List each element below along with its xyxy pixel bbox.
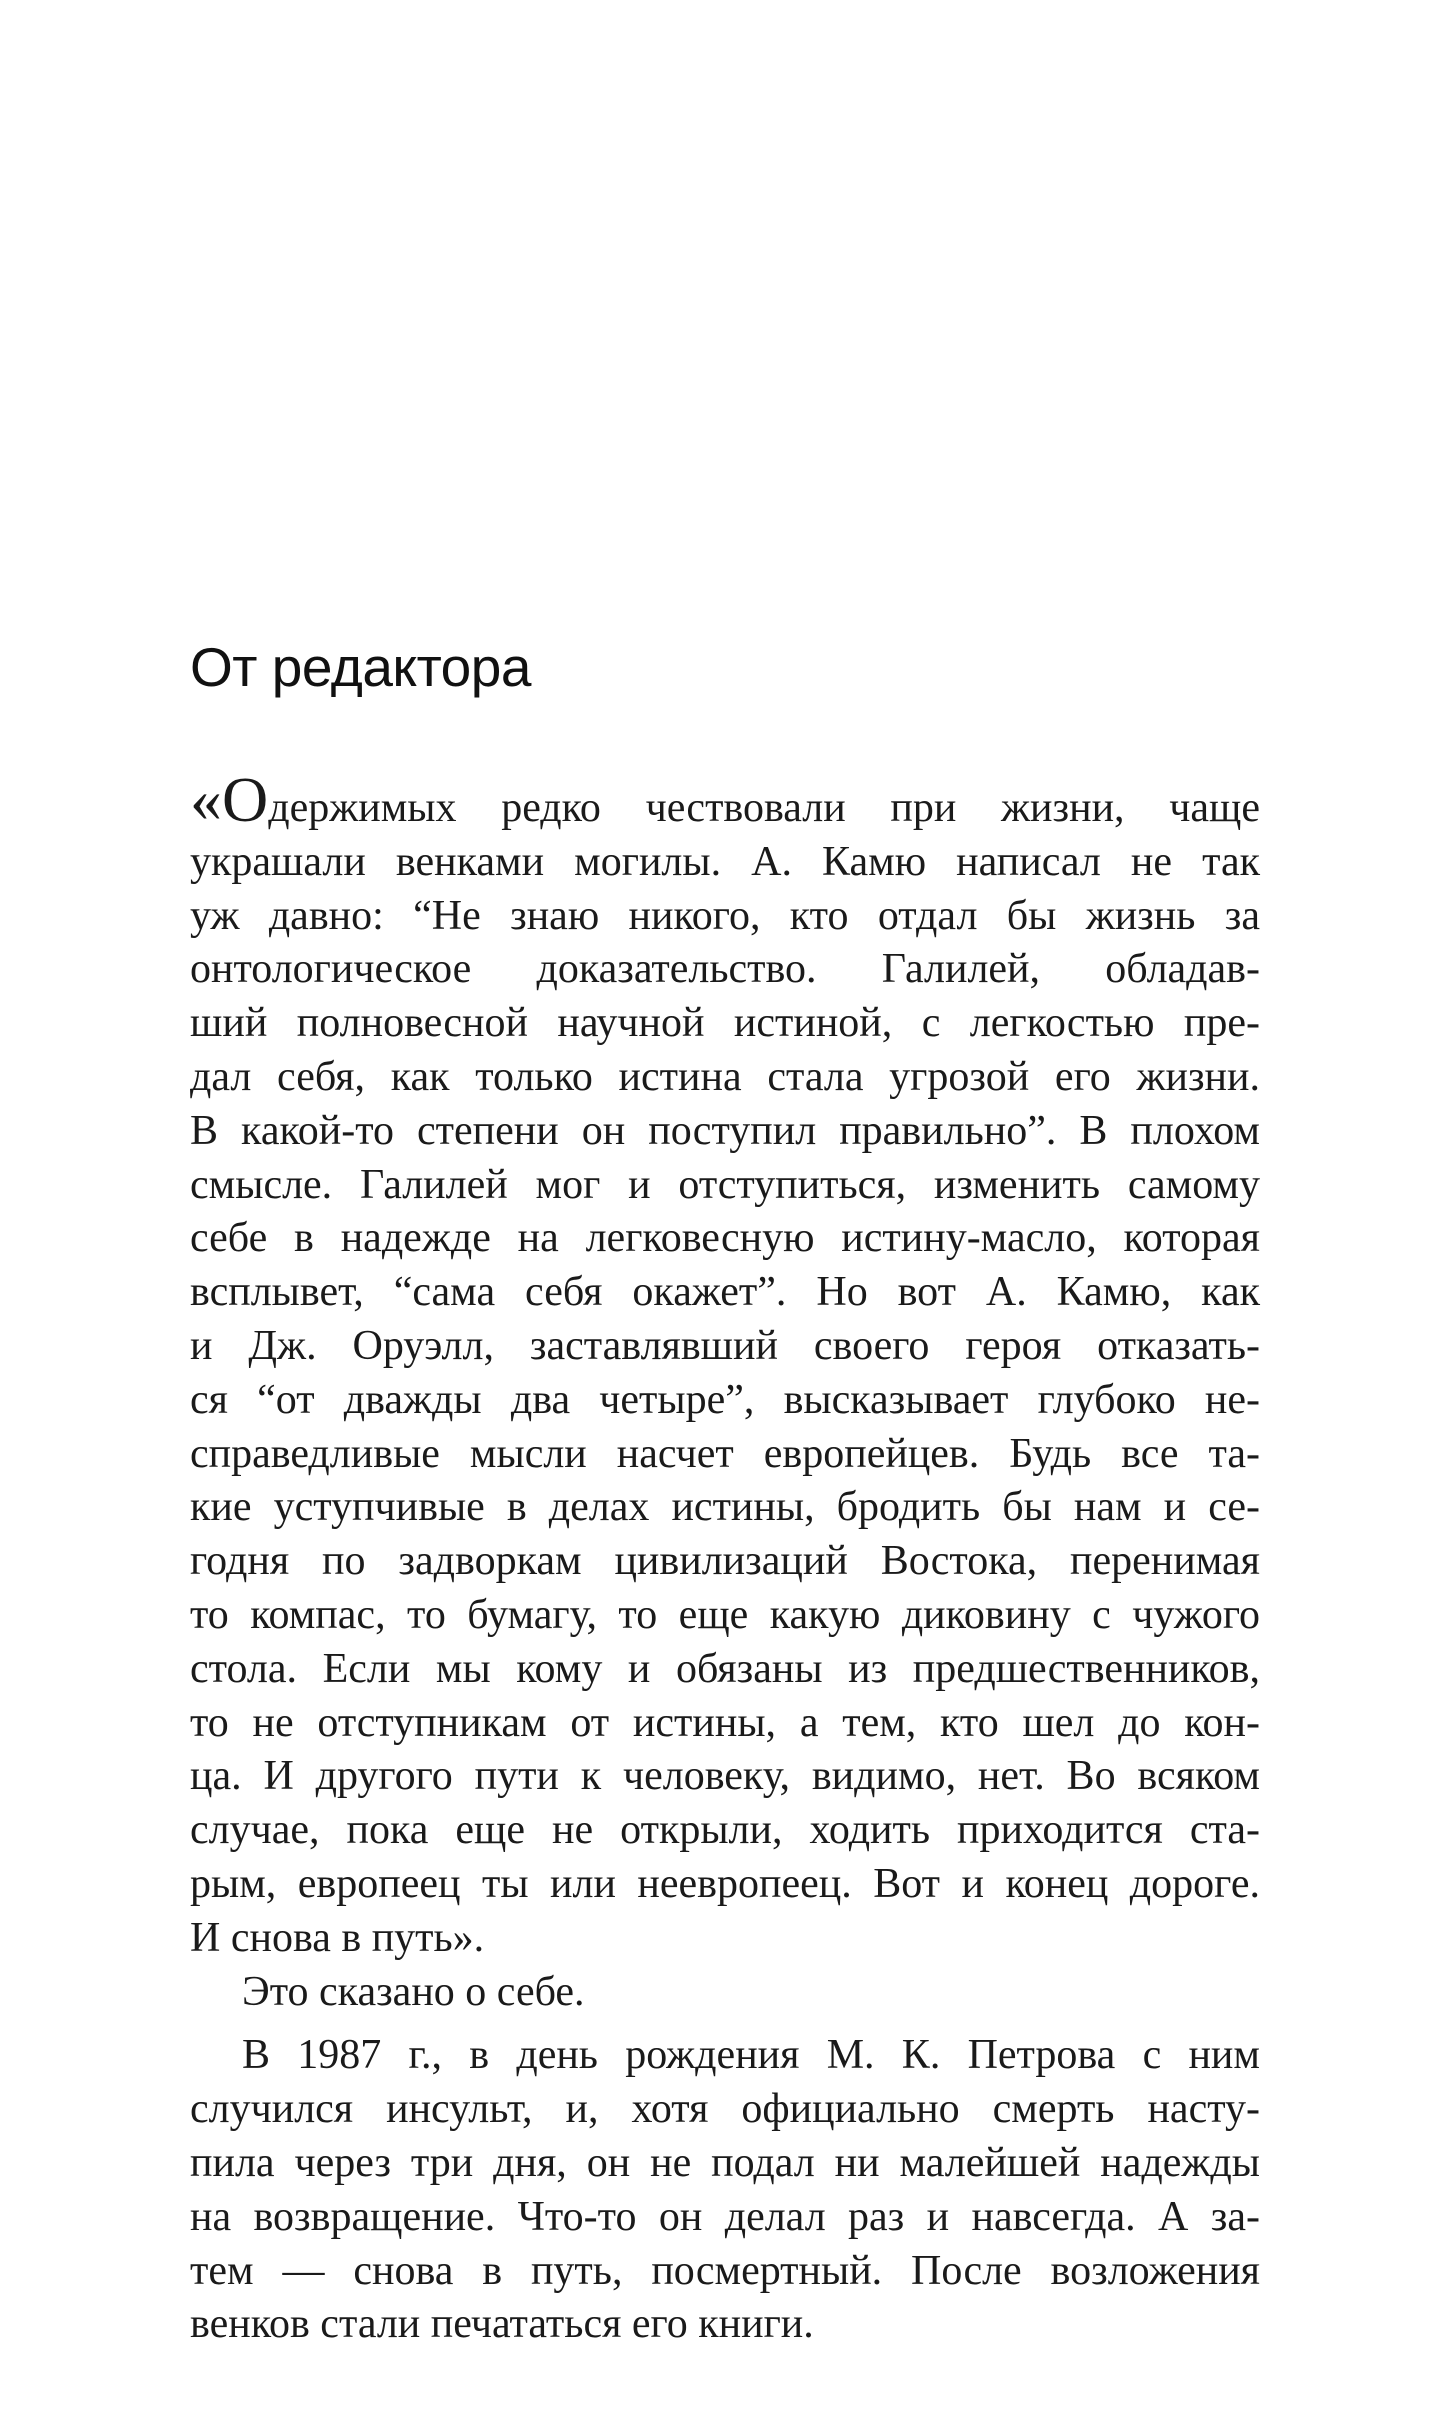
section-heading: От редактора — [190, 636, 531, 698]
paragraph-biography — [190, 2029, 1260, 2352]
text-line: ший полновесной научной истиной, с легкостью пре- — [190, 1000, 1260, 1047]
body-text — [190, 764, 1260, 2352]
text-line: И снова в путь». — [190, 1914, 485, 1961]
text-line: то компас, то бумагу, то еще какую диковину с чужого — [190, 1591, 1260, 1638]
text-line: на возвращение. Что-то он делал раз и навсегда. А за- — [190, 2193, 1260, 2240]
text-line: рым, европеец ты или неевропеец. Вот и конец дороге. — [190, 1860, 1260, 1907]
paragraph-short — [190, 1966, 1260, 2020]
page — [190, 0, 1260, 2412]
text-line: венков стали печататься его книги. — [190, 2301, 814, 2348]
text-line: уж давно: “Не знаю никого, кто отдал бы жизнь за — [190, 892, 1260, 939]
text-line: годня по задворкам цивилизаций Востока, перенимая — [190, 1538, 1260, 1585]
text-line: всплывет, “сама себя окажет”. Но вот А. Камю, как — [190, 1269, 1260, 1316]
text-line: стола. Если мы кому и обязаны из предшественников, — [190, 1645, 1260, 1692]
text-line: случае, пока еще не открыли, ходить приходится ста- — [190, 1807, 1260, 1854]
text-line: пила через три дня, он не подал ни малейшей надежды — [190, 2139, 1260, 2186]
text-line: В 1987 г., в день рождения М. К. Петрова с ним — [242, 2032, 1260, 2079]
text-line: ся “от дважды два четыре”, высказывает глубоко не- — [190, 1376, 1260, 1423]
text-line: ца. И другого пути к человеку, видимо, нет. Во всяком — [190, 1753, 1260, 1800]
text-line: справедливые мысли насчет европейцев. Будь все та- — [190, 1430, 1260, 1477]
text-line: смысле. Галилей мог и отступиться, изменить самому — [190, 1161, 1260, 1208]
paragraph-quote — [190, 764, 1260, 1966]
text-line: «Одержимых редко чествовали при жизни, чаще — [190, 764, 1260, 835]
text-line: себе в надежде на легковесную истину-масло, которая — [190, 1215, 1260, 1262]
text-line: и Дж. Оруэлл, заставлявший своего героя отказать- — [190, 1322, 1260, 1369]
text-line: Это сказано о себе. — [242, 1968, 585, 2015]
text-line: кие уступчивые в делах истины, бродить бы нам и се- — [190, 1484, 1260, 1531]
text-line: случился инсульт, и, хотя официально смерть насту- — [190, 2086, 1260, 2133]
text-line: тем — снова в путь, посмертный. После возложения — [190, 2247, 1260, 2294]
text-line: дал себя, как только истина стала угрозой его жизни. — [190, 1053, 1260, 1100]
dropcap-prefix: «О — [190, 764, 269, 835]
text-line: В какой-то степени он поступил правильно”. В плохом — [190, 1107, 1260, 1154]
text-line: то не отступникам от истины, а тем, кто шел до кон- — [190, 1699, 1260, 1746]
text-line: украшали венками могилы. А. Камю написал не так — [190, 838, 1260, 885]
text-line: онтологическое доказательство. Галилей, обладав- — [190, 946, 1260, 993]
